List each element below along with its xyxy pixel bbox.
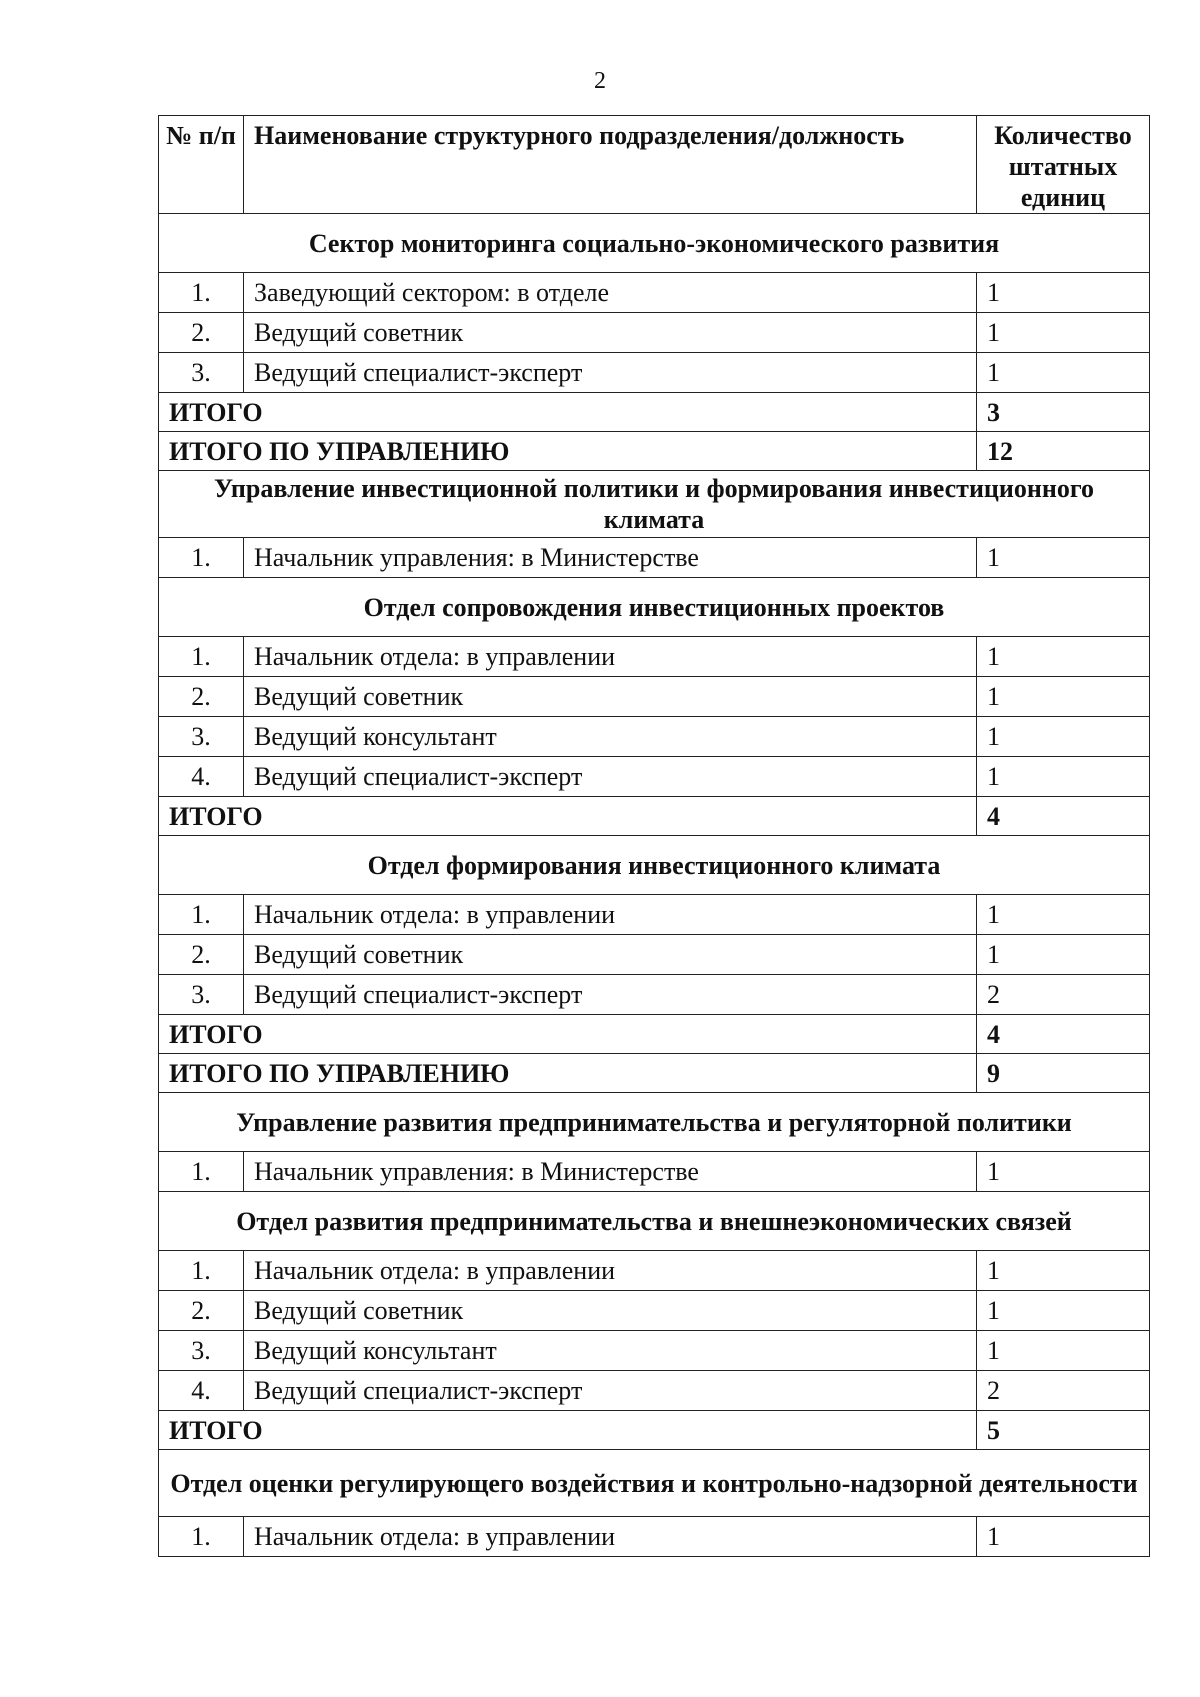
total-count: 9 bbox=[977, 1054, 1150, 1093]
table-row bbox=[159, 1291, 1150, 1331]
table-row bbox=[159, 1371, 1150, 1411]
table-row bbox=[159, 273, 1150, 313]
staff-count: 1 bbox=[977, 1331, 1150, 1371]
total-label: ИТОГО bbox=[159, 1015, 977, 1054]
table-row bbox=[159, 1152, 1150, 1192]
total-label: ИТОГО bbox=[159, 393, 977, 432]
row-number: 1. bbox=[159, 895, 244, 935]
section-heading-row bbox=[159, 471, 1150, 538]
table-body bbox=[159, 116, 1150, 1557]
total-row bbox=[159, 1054, 1150, 1093]
staff-count: 2 bbox=[977, 975, 1150, 1015]
header-number-cell: № п/п bbox=[159, 116, 244, 214]
section-heading-row bbox=[159, 1093, 1150, 1152]
staff-count: 1 bbox=[977, 353, 1150, 393]
total-row bbox=[159, 1411, 1150, 1450]
total-row bbox=[159, 393, 1150, 432]
staff-count: 1 bbox=[977, 1152, 1150, 1192]
staff-count: 1 bbox=[977, 1251, 1150, 1291]
row-number: 2. bbox=[159, 313, 244, 353]
position-name: Начальник отдела: в управлении bbox=[244, 1517, 977, 1557]
section-heading-row bbox=[159, 836, 1150, 895]
row-number: 3. bbox=[159, 975, 244, 1015]
total-count: 12 bbox=[977, 432, 1150, 471]
total-label: ИТОГО bbox=[159, 1411, 977, 1450]
table-row bbox=[159, 1331, 1150, 1371]
staff-count: 1 bbox=[977, 757, 1150, 797]
section-heading-row bbox=[159, 214, 1150, 273]
page-number: 2 bbox=[594, 68, 606, 94]
position-name: Ведущий специалист-эксперт bbox=[244, 353, 977, 393]
total-count: 4 bbox=[977, 1015, 1150, 1054]
section-heading: Управление развития предпринимательства и регуляторной политики bbox=[159, 1093, 1150, 1152]
staff-count: 1 bbox=[977, 637, 1150, 677]
staff-count: 1 bbox=[977, 1517, 1150, 1557]
staff-count: 1 bbox=[977, 935, 1150, 975]
position-name: Заведующий сектором: в отделе bbox=[244, 273, 977, 313]
row-number: 4. bbox=[159, 1371, 244, 1411]
position-name: Начальник отдела: в управлении bbox=[244, 637, 977, 677]
total-label: ИТОГО ПО УПРАВЛЕНИЮ bbox=[159, 432, 977, 471]
position-name: Ведущий специалист-эксперт bbox=[244, 1371, 977, 1411]
table-row bbox=[159, 353, 1150, 393]
row-number: 1. bbox=[159, 273, 244, 313]
section-heading: Отдел развития предпринимательства и внешнеэкономических связей bbox=[159, 1192, 1150, 1251]
position-name: Ведущий специалист-эксперт bbox=[244, 975, 977, 1015]
staff-count: 1 bbox=[977, 538, 1150, 578]
row-number: 3. bbox=[159, 353, 244, 393]
table-header-row bbox=[159, 116, 1150, 214]
total-row bbox=[159, 1015, 1150, 1054]
table-row bbox=[159, 717, 1150, 757]
total-row bbox=[159, 432, 1150, 471]
section-heading: Отдел формирования инвестиционного климата bbox=[159, 836, 1150, 895]
table-row bbox=[159, 1517, 1150, 1557]
staff-count: 1 bbox=[977, 313, 1150, 353]
table-row bbox=[159, 1251, 1150, 1291]
position-name: Ведущий советник bbox=[244, 313, 977, 353]
row-number: 3. bbox=[159, 717, 244, 757]
section-heading: Отдел сопровождения инвестиционных проектов bbox=[159, 578, 1150, 637]
table-row bbox=[159, 637, 1150, 677]
staff-count: 2 bbox=[977, 1371, 1150, 1411]
row-number: 1. bbox=[159, 1152, 244, 1192]
row-number: 3. bbox=[159, 1331, 244, 1371]
row-number: 1. bbox=[159, 637, 244, 677]
position-name: Ведущий консультант bbox=[244, 717, 977, 757]
total-row bbox=[159, 797, 1150, 836]
position-name: Начальник управления: в Министерстве bbox=[244, 1152, 977, 1192]
row-number: 1. bbox=[159, 538, 244, 578]
header-quantity-cell: Количество штатных единиц bbox=[977, 116, 1150, 214]
staff-count: 1 bbox=[977, 717, 1150, 757]
position-name: Ведущий специалист-эксперт bbox=[244, 757, 977, 797]
table-row bbox=[159, 895, 1150, 935]
staff-count: 1 bbox=[977, 1291, 1150, 1331]
position-name: Начальник отдела: в управлении bbox=[244, 895, 977, 935]
row-number: 1. bbox=[159, 1517, 244, 1557]
position-name: Ведущий советник bbox=[244, 677, 977, 717]
position-name: Ведущий советник bbox=[244, 1291, 977, 1331]
table-row bbox=[159, 757, 1150, 797]
row-number: 2. bbox=[159, 1291, 244, 1331]
row-number: 1. bbox=[159, 1251, 244, 1291]
total-label: ИТОГО bbox=[159, 797, 977, 836]
table-row bbox=[159, 538, 1150, 578]
table-row bbox=[159, 935, 1150, 975]
row-number: 4. bbox=[159, 757, 244, 797]
position-name: Начальник отдела: в управлении bbox=[244, 1251, 977, 1291]
staff-table bbox=[158, 115, 1150, 1557]
staff-count: 1 bbox=[977, 273, 1150, 313]
position-name: Ведущий советник bbox=[244, 935, 977, 975]
section-heading: Сектор мониторинга социально-экономического развития bbox=[159, 214, 1150, 273]
row-number: 2. bbox=[159, 935, 244, 975]
table-row bbox=[159, 975, 1150, 1015]
staff-count: 1 bbox=[977, 895, 1150, 935]
table-row bbox=[159, 677, 1150, 717]
section-heading-row bbox=[159, 1192, 1150, 1251]
position-name: Ведущий консультант bbox=[244, 1331, 977, 1371]
total-count: 3 bbox=[977, 393, 1150, 432]
total-label: ИТОГО ПО УПРАВЛЕНИЮ bbox=[159, 1054, 977, 1093]
staff-count: 1 bbox=[977, 677, 1150, 717]
section-heading-row bbox=[159, 578, 1150, 637]
total-count: 5 bbox=[977, 1411, 1150, 1450]
row-number: 2. bbox=[159, 677, 244, 717]
section-heading: Управление инвестиционной политики и формирования инвестиционного климата bbox=[159, 471, 1150, 538]
position-name: Начальник управления: в Министерстве bbox=[244, 538, 977, 578]
section-heading: Отдел оценки регулирующего воздействия и контрольно-надзорной деятельности bbox=[159, 1450, 1150, 1517]
total-count: 4 bbox=[977, 797, 1150, 836]
header-name-cell: Наименование структурного подразделения/должность bbox=[244, 116, 977, 214]
section-heading-row bbox=[159, 1450, 1150, 1517]
table-row bbox=[159, 313, 1150, 353]
